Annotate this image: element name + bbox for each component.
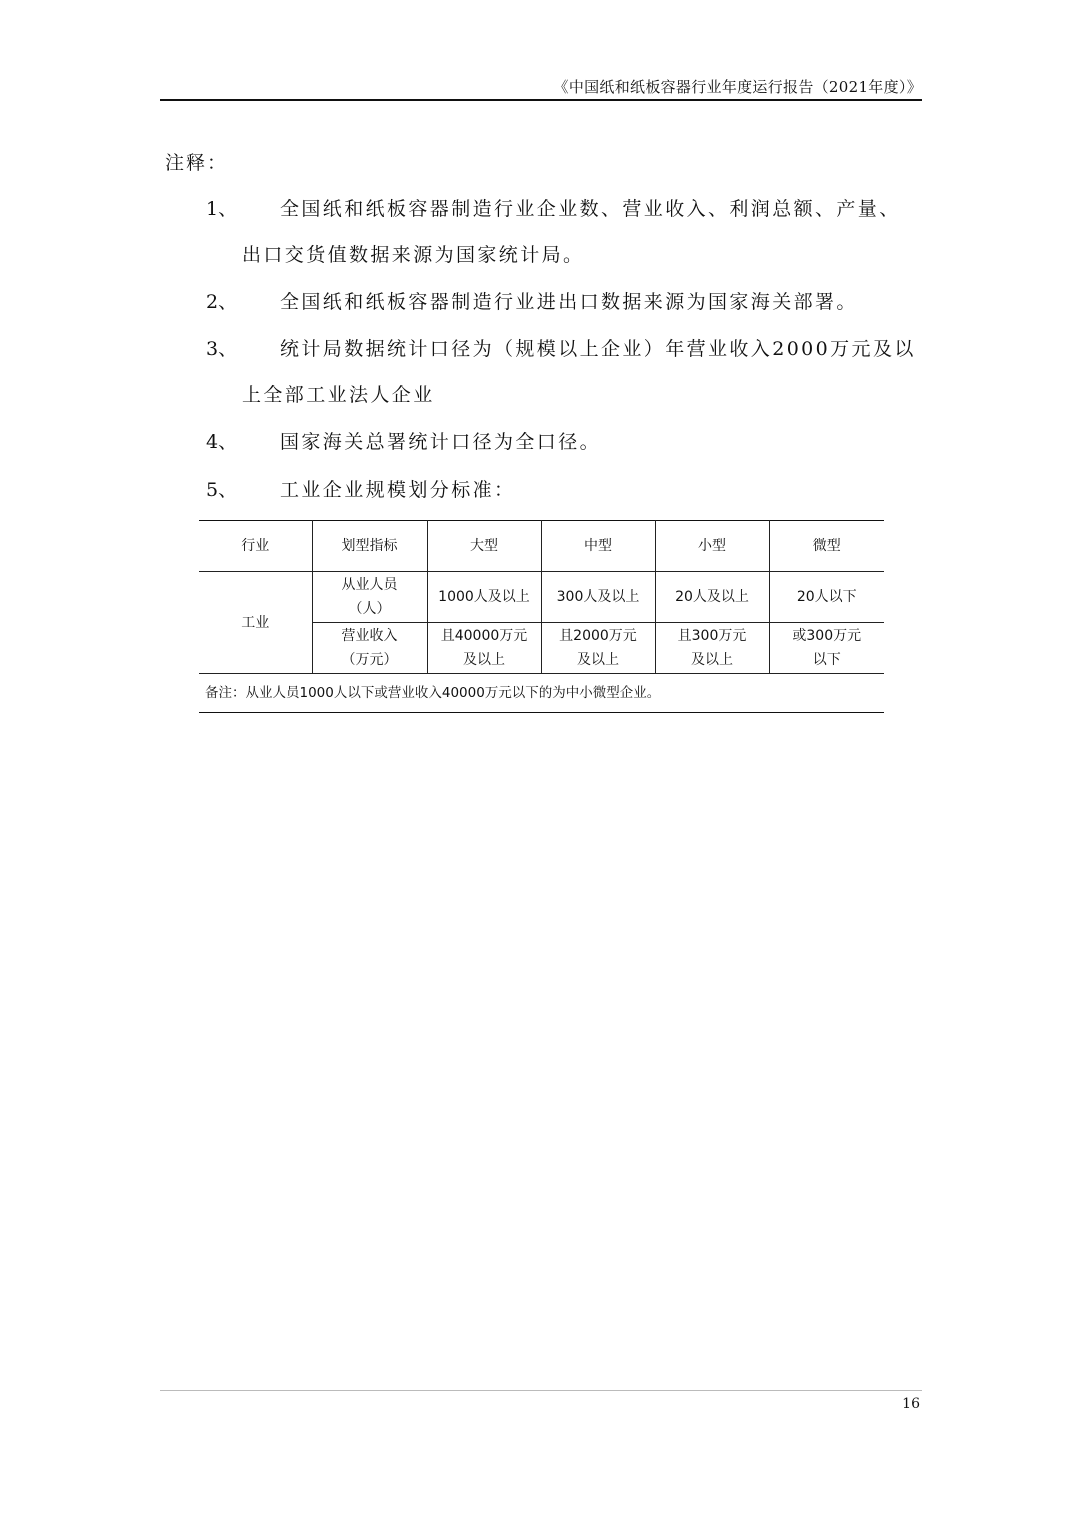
column-header-large: 大型	[427, 521, 541, 572]
indicator-cell: 从业人员 （人）	[312, 572, 427, 623]
note-text: 国家海关总署统计口径为全口径。	[280, 431, 602, 453]
note-item-4	[206, 429, 922, 475]
value-cell-small: 且300万元 及以上	[655, 623, 769, 674]
page-number: 16	[902, 1396, 920, 1412]
value-cell-small: 20人及以上	[655, 572, 769, 623]
indicator-cell: 营业收入 （万元）	[312, 623, 427, 674]
value-cell-medium: 300人及以上	[541, 572, 655, 623]
value-cell-medium: 且2000万元 及以上	[541, 623, 655, 674]
note-number: 1、	[206, 198, 238, 220]
running-header-title: 《中国纸和纸板容器行业年度运行报告（2021年度）》	[553, 78, 922, 96]
note-item-3	[206, 336, 922, 428]
note-text: 统计局数据统计口径为（规模以上企业）年营业收入2000万元及以	[280, 338, 916, 360]
table-header-row	[199, 521, 884, 572]
value-cell-micro: 或300万元 以下	[769, 623, 884, 674]
header-divider	[160, 99, 922, 101]
column-header-micro: 微型	[769, 521, 884, 572]
enterprise-size-standard-table	[199, 520, 884, 713]
column-header-industry: 行业	[199, 521, 312, 572]
column-header-small: 小型	[655, 521, 769, 572]
footer-divider	[160, 1390, 922, 1391]
note-text: 工业企业规模划分标准：	[280, 479, 516, 501]
industry-cell: 工业	[199, 572, 312, 674]
note-text-continued: 出口交货值数据来源为国家统计局。	[242, 244, 585, 266]
note-item-5	[206, 477, 922, 523]
value-cell-large: 且40000万元 及以上	[427, 623, 541, 674]
table-footnote-row	[199, 674, 884, 713]
note-item-2	[206, 289, 922, 335]
note-text-continued: 上全部工业法人企业	[242, 384, 435, 406]
note-item-1	[206, 196, 922, 288]
table-footnote: 备注：从业人员1000人以下或营业收入40000万元以下的为中小微型企业。	[199, 674, 884, 713]
note-number: 5、	[206, 479, 238, 501]
note-text: 全国纸和纸板容器制造行业企业数、营业收入、利润总额、产量、	[280, 198, 901, 220]
notes-heading: 注释：	[165, 152, 229, 174]
note-number: 4、	[206, 431, 238, 453]
note-text: 全国纸和纸板容器制造行业进出口数据来源为国家海关部署。	[280, 291, 858, 313]
value-cell-micro: 20人以下	[769, 572, 884, 623]
column-header-medium: 中型	[541, 521, 655, 572]
table-row-employees	[199, 572, 884, 623]
note-number: 3、	[206, 338, 238, 360]
note-number: 2、	[206, 291, 238, 313]
value-cell-large: 1000人及以上	[427, 572, 541, 623]
column-header-indicator: 划型指标	[312, 521, 427, 572]
